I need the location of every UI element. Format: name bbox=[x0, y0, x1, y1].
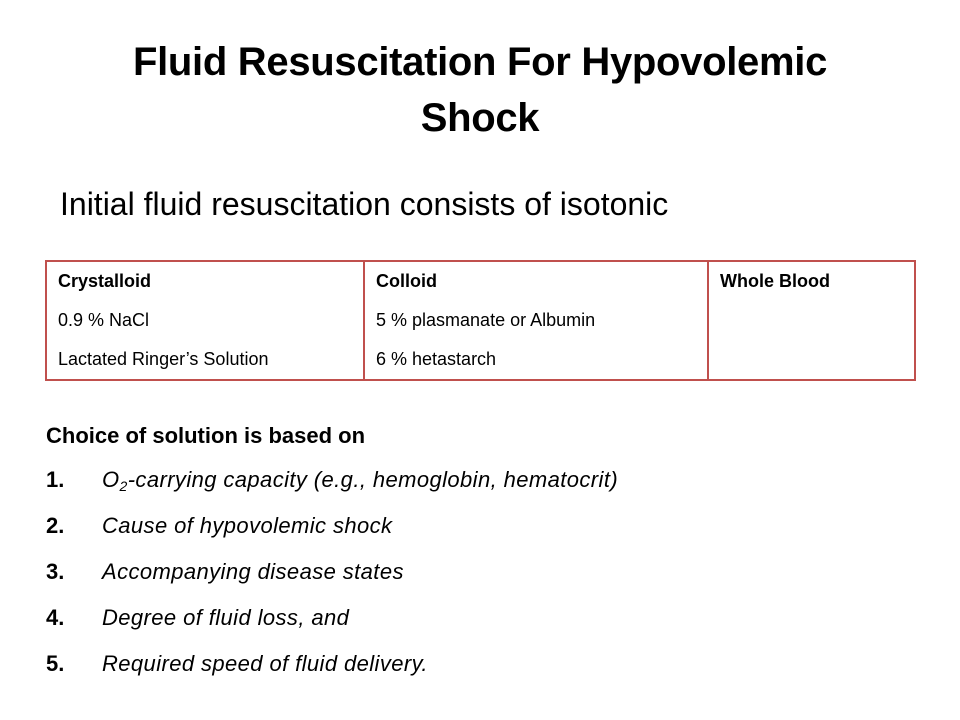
list-item-number: 3. bbox=[46, 559, 65, 584]
list-item bbox=[46, 600, 618, 646]
list-item bbox=[46, 508, 618, 554]
list-item-text: Accompanying disease states bbox=[102, 559, 404, 584]
oxygen-symbol: O bbox=[102, 467, 120, 492]
table-cell bbox=[708, 301, 915, 340]
table-cell bbox=[708, 340, 915, 380]
list-item-text-rest: -carrying capacity (e.g., hemoglobin, hematocrit) bbox=[127, 467, 619, 492]
table-cell: 0.9 % NaCl bbox=[46, 301, 364, 340]
criteria-list bbox=[46, 462, 618, 692]
header-crystalloid: Crystalloid bbox=[46, 261, 364, 301]
list-item bbox=[46, 462, 618, 508]
header-whole-blood: Whole Blood bbox=[720, 271, 830, 291]
slide-title bbox=[60, 34, 900, 146]
list-item-number: 4. bbox=[46, 605, 65, 630]
table-cell: 6 % hetastarch bbox=[364, 340, 708, 380]
slide-title-line-2: Shock bbox=[420, 96, 540, 140]
oxygen-subscript: 2 bbox=[119, 478, 128, 494]
list-item bbox=[46, 554, 618, 600]
table-cell: Lactated Ringer’s Solution bbox=[46, 340, 364, 380]
fluid-types-table bbox=[45, 260, 916, 381]
slide-subtitle: Initial fluid resuscitation consists of isotonic bbox=[60, 186, 669, 222]
table-cell: 5 % plasmanate or Albumin bbox=[364, 301, 708, 340]
list-item-text: Required speed of fluid delivery. bbox=[102, 651, 428, 676]
list-item-text: Cause of hypovolemic shock bbox=[102, 513, 393, 538]
list-item-number: 1. bbox=[46, 467, 65, 492]
list-item-text: Degree of fluid loss, and bbox=[102, 605, 350, 630]
list-item bbox=[46, 646, 618, 692]
list-item-number: 2. bbox=[46, 513, 65, 538]
list-item-number: 5. bbox=[46, 651, 65, 676]
table-row bbox=[46, 301, 915, 340]
table-row bbox=[46, 340, 915, 380]
choice-heading: Choice of solution is based on bbox=[46, 423, 366, 448]
list-item-text bbox=[102, 467, 618, 492]
header-colloid: Colloid bbox=[364, 261, 708, 301]
table-header-row bbox=[46, 261, 915, 301]
slide-title-line-1: Fluid Resuscitation For Hypovolemic bbox=[132, 40, 828, 84]
